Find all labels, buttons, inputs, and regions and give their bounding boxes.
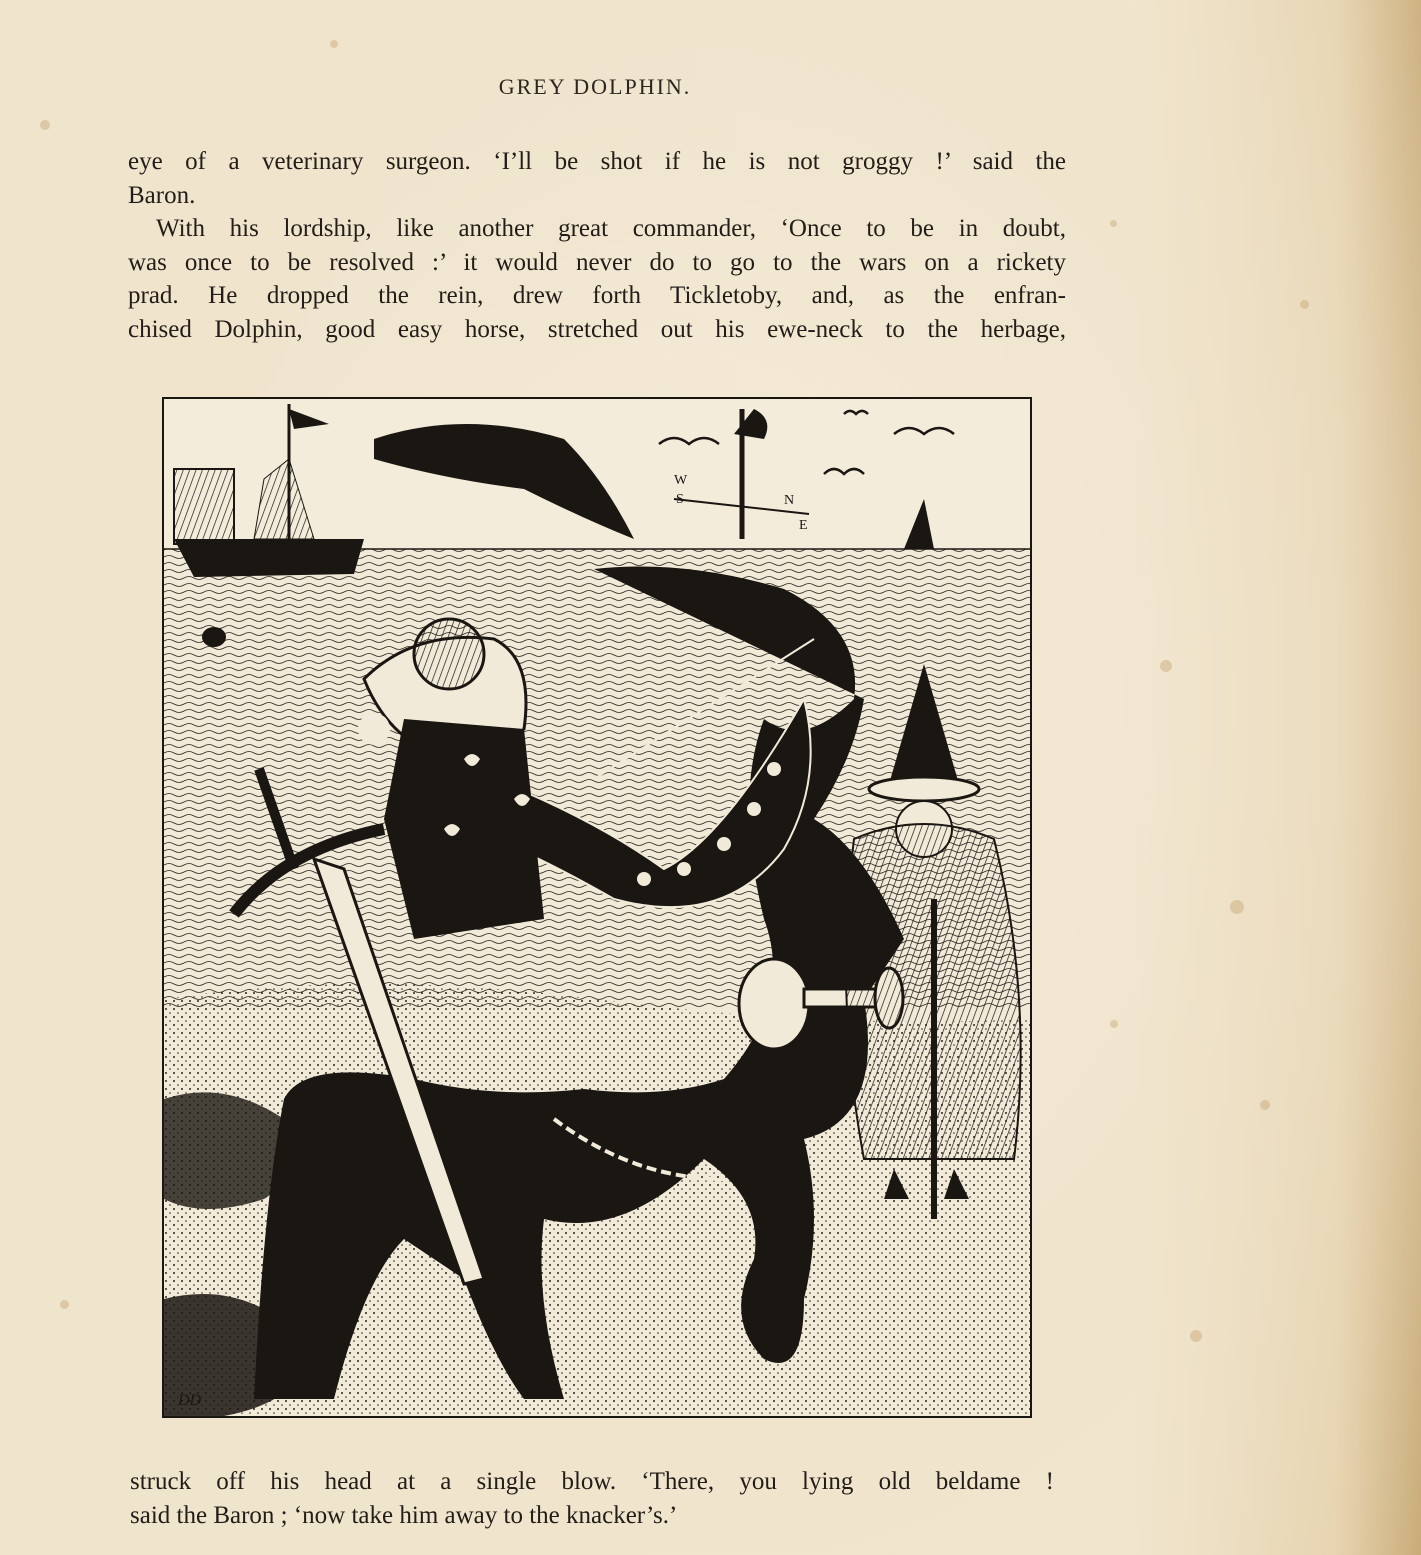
foxing-spot xyxy=(1160,660,1172,672)
text-line: eye of a veterinary surgeon. ‘I’ll be shot if he is not groggy !’ said the xyxy=(128,148,1066,175)
compass-west: W xyxy=(674,473,688,488)
foxing-spot xyxy=(60,1300,69,1309)
text-line: prad. He dropped the rein, drew forth Tickletoby, and, as the enfran- xyxy=(128,282,1066,309)
compass-east: E xyxy=(799,518,808,533)
bottom-paragraph xyxy=(130,1465,1054,1532)
top-paragraphs xyxy=(128,145,1066,346)
foxing-spot xyxy=(330,40,338,48)
text-line: Baron. xyxy=(128,181,196,209)
buoy xyxy=(202,627,226,647)
compass-north: N xyxy=(784,493,795,508)
text-line: With his lordship, like another great commander, ‘Once to be in doubt, xyxy=(156,215,1066,242)
foxing-spot xyxy=(1300,300,1309,309)
foxing-spot xyxy=(40,120,50,130)
text-line: struck off his head at a single blow. ‘There, you lying old beldame ! xyxy=(130,1468,1054,1495)
engraving-illustration xyxy=(162,397,1032,1418)
foxing-spot xyxy=(1110,1020,1118,1028)
foxing-spot xyxy=(1230,900,1244,914)
engraving-svg xyxy=(164,399,1030,1416)
foxing-spot xyxy=(1260,1100,1270,1110)
running-header: GREY DOLPHIN. xyxy=(498,74,692,99)
text-line: said the Baron ; ‘now take him away to the knacker’s.’ xyxy=(130,1501,678,1529)
text-line: was once to be resolved :’ it would never do to go to the wars on a rickety xyxy=(128,248,1066,276)
foxing-spot xyxy=(1190,1330,1202,1342)
text-line: chised Dolphin, good easy horse, stretched out his ewe-neck to the herbage, xyxy=(128,315,1066,343)
artist-monogram: DD xyxy=(178,1392,202,1409)
compass-south: S xyxy=(676,492,684,507)
foxing-spot xyxy=(1110,220,1117,227)
